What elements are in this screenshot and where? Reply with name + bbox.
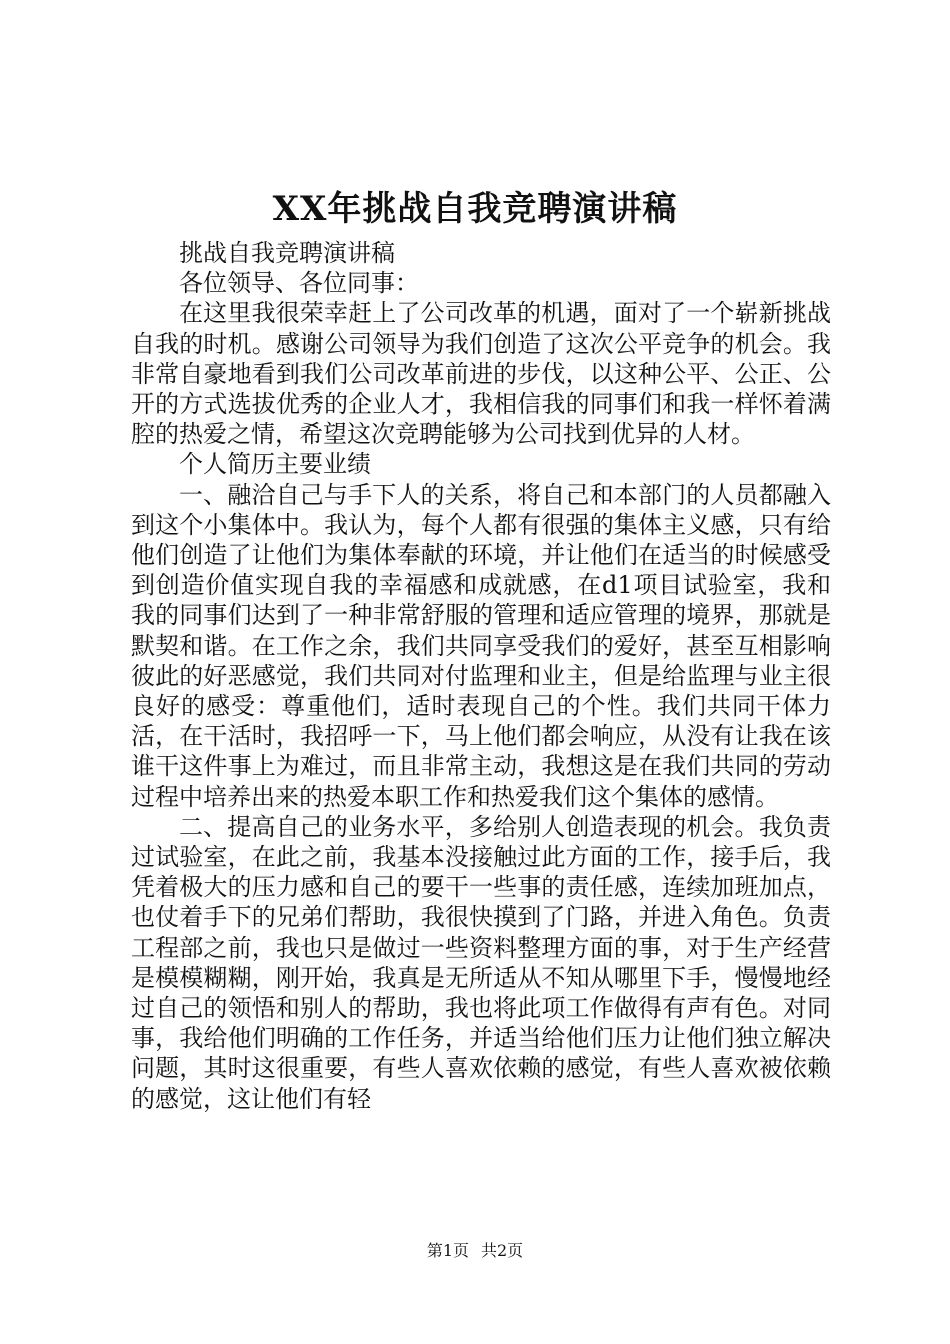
document-title: XX年挑战自我竞聘演讲稿	[272, 189, 678, 229]
achievement-paragraph-2: 二、提高自己的业务水平，多给别人创造表现的机会。我负责过试验室，在此之前，我基本没接触过此方面的工作，接手后，我凭着极大的压力感和自己的要干一些事的责任感，连续加班加点，也仗着手下的兄弟们帮助，我很快摸到了门路，并进入角色。负责工程部之前，我也只是做过一些资料整理方面的事，对于生产经营是模模糊糊，刚开始，我真是无所适从不知从哪里下手，慢慢地经过自己的领悟和别人的帮助，我也将此项工作做得有声有色。对同事，我给他们明确的工作任务，并适当给他们压力让他们独立解决问题，其时这很重要，有些人喜欢依赖的感觉，有些人喜欢被依赖的感觉，这让他们有轻	[131, 812, 831, 1113]
salutation-paragraph: 各位领导、各位同事：	[179, 269, 419, 298]
page-footer	[0, 1240, 950, 1262]
section-heading: 个人简历主要业绩	[179, 450, 371, 479]
intro-paragraph: 在这里我很荣幸赶上了公司改革的机遇，面对了一个崭新挑战自我的时机。感谢公司领导为我们创造了这次公平竞争的机会。我非常自豪地看到我们公司改革前进的步伐，以这种公平、公正、公开的方式选拔优秀的企业人才，我相信我的同事们和我一样怀着满腔的热爱之情，希望这次竞聘能够为公司找到优异的人材。	[131, 299, 831, 449]
subtitle-paragraph: 挑战自我竞聘演讲稿	[179, 239, 395, 267]
document-body	[131, 238, 831, 1114]
page-total: 共2页	[481, 1241, 524, 1260]
page-number: 第1页	[426, 1241, 469, 1260]
achievement-paragraph-1: 一、融洽自己与手下人的关系，将自己和本部门的人员都融入到这个小集体中。我认为，每个人都有很强的集体主义感，只有给他们创造了让他们为集体奉献的环境，并让他们在适当的时候感受到创造价值实现自我的幸福感和成就感，在d1项目试验室，我和我的同事们达到了一种非常舒服的管理和适应管理的境界，那就是默契和谐。在工作之余，我们共同享受我们的爱好，甚至互相影响彼此的好恶感觉，我们共同对付监理和业主，但是给监理与业主很良好的感受：尊重他们，适时表现自己的个性。我们共同干体力活，在干活时，我招呼一下，马上他们都会响应，从没有让我在该谁干这件事上为难过，而且非常主动，我想这是在我们共同的劳动过程中培养出来的热爱本职工作和热爱我们这个集体的感情。	[131, 480, 831, 811]
